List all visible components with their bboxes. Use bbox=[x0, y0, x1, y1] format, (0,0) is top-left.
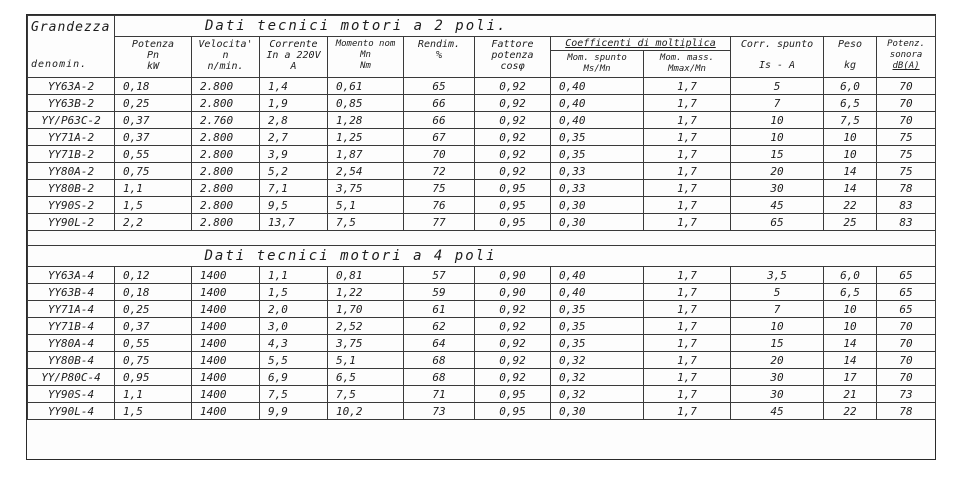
momento-header: Momento nom Mn Nm bbox=[328, 37, 404, 78]
peso-cell: 21 bbox=[824, 386, 877, 403]
potenz-sonora-cell: 78 bbox=[877, 403, 936, 420]
momento-cell: 1,70 bbox=[328, 301, 404, 318]
grandezza-cell: YY71B-4 bbox=[28, 318, 115, 335]
potenza-cell: 0,25 bbox=[115, 95, 192, 112]
mom-mass-cell: 1,7 bbox=[644, 301, 731, 318]
grandezza-cell: YY71A-2 bbox=[28, 129, 115, 146]
corr-spunto-header: Corr. spunto Is - A bbox=[731, 37, 824, 78]
grandezza-cell: YY80B-4 bbox=[28, 352, 115, 369]
rendim-cell: 75 bbox=[404, 180, 475, 197]
peso-cell: 22 bbox=[824, 403, 877, 420]
velocita-cell: 2.800 bbox=[192, 129, 260, 146]
title-2poli: Dati tecnici motori a 2 poli. bbox=[115, 16, 936, 37]
peso-header: Peso kg bbox=[824, 37, 877, 78]
corr-spunto-cell: 7 bbox=[731, 301, 824, 318]
momento-cell: 5,1 bbox=[328, 197, 404, 214]
mom-spunto-cell: 0,40 bbox=[551, 112, 644, 129]
rows-2poli bbox=[28, 78, 936, 231]
fattore-cell: 0,95 bbox=[475, 386, 551, 403]
corrente-cell: 9,9 bbox=[260, 403, 328, 420]
mom-mass-cell: 1,7 bbox=[644, 335, 731, 352]
rendim-cell: 73 bbox=[404, 403, 475, 420]
fattore-cell: 0,95 bbox=[475, 214, 551, 231]
mom-mass-cell: 1,7 bbox=[644, 78, 731, 95]
grandezza-cell: YY63A-2 bbox=[28, 78, 115, 95]
potenza-cell: 1,1 bbox=[115, 180, 192, 197]
potenz-sonora-cell: 75 bbox=[877, 146, 936, 163]
velocita-cell: 2.800 bbox=[192, 197, 260, 214]
mom-spunto-cell: 0,40 bbox=[551, 284, 644, 301]
peso-cell: 22 bbox=[824, 197, 877, 214]
mom-spunto-cell: 0,40 bbox=[551, 95, 644, 112]
fattore-cell: 0,92 bbox=[475, 95, 551, 112]
potenza-cell: 1,5 bbox=[115, 403, 192, 420]
table-row bbox=[28, 163, 936, 180]
velocita-cell: 1400 bbox=[192, 284, 260, 301]
corrente-cell: 5,5 bbox=[260, 352, 328, 369]
momento-cell: 3,75 bbox=[328, 335, 404, 352]
table-row bbox=[28, 214, 936, 231]
fattore-cell: 0,90 bbox=[475, 284, 551, 301]
grandezza-cell: YY90L-4 bbox=[28, 403, 115, 420]
peso-cell: 10 bbox=[824, 318, 877, 335]
potenz-sonora-cell: 65 bbox=[877, 267, 936, 284]
peso-cell: 6,5 bbox=[824, 284, 877, 301]
fattore-cell: 0,92 bbox=[475, 352, 551, 369]
potenza-cell: 1,1 bbox=[115, 386, 192, 403]
corrente-cell: 1,9 bbox=[260, 95, 328, 112]
mom-spunto-cell: 0,40 bbox=[551, 78, 644, 95]
mom-mass-cell: 1,7 bbox=[644, 369, 731, 386]
momento-cell: 0,85 bbox=[328, 95, 404, 112]
grandezza-cell: YY63A-4 bbox=[28, 267, 115, 284]
potenz-sonora-cell: 70 bbox=[877, 112, 936, 129]
potenza-header: Potenza Pn kW bbox=[115, 37, 192, 78]
motor-data-table bbox=[27, 15, 936, 420]
grandezza-cell: YY90S-4 bbox=[28, 386, 115, 403]
fattore-cell: 0,95 bbox=[475, 197, 551, 214]
rendim-cell: 64 bbox=[404, 335, 475, 352]
corr-spunto-cell: 7 bbox=[731, 95, 824, 112]
momento-cell: 1,87 bbox=[328, 146, 404, 163]
potenza-cell: 0,37 bbox=[115, 112, 192, 129]
momento-cell: 6,5 bbox=[328, 369, 404, 386]
corrente-cell: 9,5 bbox=[260, 197, 328, 214]
mom-spunto-cell: 0,35 bbox=[551, 301, 644, 318]
corrente-cell: 1,4 bbox=[260, 78, 328, 95]
mom-mass-cell: 1,7 bbox=[644, 146, 731, 163]
mom-spunto-cell: 0,32 bbox=[551, 386, 644, 403]
potenza-cell: 0,37 bbox=[115, 318, 192, 335]
momento-cell: 2,52 bbox=[328, 318, 404, 335]
mom-spunto-cell: 0,32 bbox=[551, 352, 644, 369]
table-row bbox=[28, 146, 936, 163]
momento-cell: 2,54 bbox=[328, 163, 404, 180]
table-row bbox=[28, 386, 936, 403]
momento-cell: 0,81 bbox=[328, 267, 404, 284]
potenza-cell: 0,95 bbox=[115, 369, 192, 386]
potenz-sonora-cell: 83 bbox=[877, 197, 936, 214]
velocita-cell: 2.800 bbox=[192, 163, 260, 180]
fattore-cell: 0,95 bbox=[475, 403, 551, 420]
mom-spunto-cell: 0,35 bbox=[551, 146, 644, 163]
corrente-cell: 6,9 bbox=[260, 369, 328, 386]
mom-spunto-cell: 0,30 bbox=[551, 214, 644, 231]
peso-cell: 10 bbox=[824, 301, 877, 318]
peso-cell: 10 bbox=[824, 129, 877, 146]
potenza-cell: 0,75 bbox=[115, 163, 192, 180]
corrente-cell: 1,5 bbox=[260, 284, 328, 301]
mom-spunto-cell: 0,33 bbox=[551, 163, 644, 180]
table-row bbox=[28, 284, 936, 301]
grandezza-cell: YY80B-2 bbox=[28, 180, 115, 197]
peso-cell: 10 bbox=[824, 146, 877, 163]
table-row bbox=[28, 112, 936, 129]
corrente-cell: 3,0 bbox=[260, 318, 328, 335]
table-row bbox=[28, 335, 936, 352]
velocita-cell: 1400 bbox=[192, 318, 260, 335]
velocita-cell: 1400 bbox=[192, 403, 260, 420]
mom-mass-cell: 1,7 bbox=[644, 386, 731, 403]
grandezza-cell: YY71B-2 bbox=[28, 146, 115, 163]
corrente-cell: 2,7 bbox=[260, 129, 328, 146]
mom-mass-cell: 1,7 bbox=[644, 95, 731, 112]
mom-mass-cell: 1,7 bbox=[644, 129, 731, 146]
potenz-sonora-cell: 65 bbox=[877, 284, 936, 301]
corrente-cell: 4,3 bbox=[260, 335, 328, 352]
peso-cell: 25 bbox=[824, 214, 877, 231]
potenza-cell: 1,5 bbox=[115, 197, 192, 214]
potenza-cell: 2,2 bbox=[115, 214, 192, 231]
table-row bbox=[28, 78, 936, 95]
denomin-label: denomin. bbox=[31, 59, 88, 70]
corr-spunto-cell: 45 bbox=[731, 197, 824, 214]
corr-spunto-cell: 30 bbox=[731, 180, 824, 197]
grandezza-cell: YY/P80C-4 bbox=[28, 369, 115, 386]
mom-spunto-cell: 0,40 bbox=[551, 267, 644, 284]
rendim-cell: 67 bbox=[404, 129, 475, 146]
velocita-cell: 2.800 bbox=[192, 95, 260, 112]
mom-mass-cell: 1,7 bbox=[644, 284, 731, 301]
mom-spunto-cell: 0,30 bbox=[551, 403, 644, 420]
table-row bbox=[28, 197, 936, 214]
velocita-cell: 2.800 bbox=[192, 78, 260, 95]
fattore-cell: 0,92 bbox=[475, 335, 551, 352]
corr-spunto-cell: 15 bbox=[731, 146, 824, 163]
potenza-cell: 0,18 bbox=[115, 78, 192, 95]
fattore-header: Fattore potenza cosφ bbox=[475, 37, 551, 78]
corrente-header: Corrente In a 220V A bbox=[260, 37, 328, 78]
momento-cell: 5,1 bbox=[328, 352, 404, 369]
grandezza-cell: YY80A-4 bbox=[28, 335, 115, 352]
velocita-cell: 1400 bbox=[192, 386, 260, 403]
potenz-sonora-cell: 65 bbox=[877, 301, 936, 318]
table-row bbox=[28, 129, 936, 146]
mom-mass-header: Mom. mass. Mmax/Mn bbox=[644, 51, 731, 78]
mom-mass-cell: 1,7 bbox=[644, 352, 731, 369]
peso-cell: 14 bbox=[824, 163, 877, 180]
mom-spunto-cell: 0,35 bbox=[551, 335, 644, 352]
peso-cell: 6,0 bbox=[824, 267, 877, 284]
corr-spunto-cell: 10 bbox=[731, 129, 824, 146]
potenz-sonora-header: Potenz. sonora dB(A) bbox=[877, 37, 936, 78]
table-row bbox=[28, 352, 936, 369]
corr-spunto-cell: 30 bbox=[731, 386, 824, 403]
velocita-cell: 2.760 bbox=[192, 112, 260, 129]
grandezza-cell: YY90L-2 bbox=[28, 214, 115, 231]
mom-mass-cell: 1,7 bbox=[644, 318, 731, 335]
potenz-sonora-cell: 70 bbox=[877, 95, 936, 112]
mom-mass-cell: 1,7 bbox=[644, 214, 731, 231]
rendim-cell: 57 bbox=[404, 267, 475, 284]
peso-cell: 6,0 bbox=[824, 78, 877, 95]
corr-spunto-cell: 65 bbox=[731, 214, 824, 231]
corrente-cell: 1,1 bbox=[260, 267, 328, 284]
rendim-cell: 61 bbox=[404, 301, 475, 318]
grandezza-cell: YY90S-2 bbox=[28, 197, 115, 214]
table-row bbox=[28, 318, 936, 335]
momento-cell: 7,5 bbox=[328, 214, 404, 231]
velocita-cell: 1400 bbox=[192, 267, 260, 284]
rendim-cell: 76 bbox=[404, 197, 475, 214]
mom-spunto-cell: 0,33 bbox=[551, 180, 644, 197]
peso-cell: 17 bbox=[824, 369, 877, 386]
fattore-cell: 0,92 bbox=[475, 146, 551, 163]
potenz-sonora-cell: 83 bbox=[877, 214, 936, 231]
corr-spunto-cell: 20 bbox=[731, 352, 824, 369]
peso-cell: 7,5 bbox=[824, 112, 877, 129]
velocita-header: Velocita' n n/min. bbox=[192, 37, 260, 78]
mom-mass-cell: 1,7 bbox=[644, 197, 731, 214]
corr-spunto-cell: 5 bbox=[731, 284, 824, 301]
grandezza-cell: YY63B-2 bbox=[28, 95, 115, 112]
fattore-cell: 0,90 bbox=[475, 267, 551, 284]
table-row bbox=[28, 403, 936, 420]
rendim-cell: 66 bbox=[404, 95, 475, 112]
fattore-cell: 0,92 bbox=[475, 369, 551, 386]
grandezza-cell: YY63B-4 bbox=[28, 284, 115, 301]
corrente-cell: 3,9 bbox=[260, 146, 328, 163]
momento-cell: 7,5 bbox=[328, 386, 404, 403]
corr-spunto-cell: 45 bbox=[731, 403, 824, 420]
rendim-cell: 71 bbox=[404, 386, 475, 403]
corrente-cell: 2,8 bbox=[260, 112, 328, 129]
mom-mass-cell: 1,7 bbox=[644, 163, 731, 180]
momento-cell: 3,75 bbox=[328, 180, 404, 197]
rendim-cell: 66 bbox=[404, 112, 475, 129]
table-row bbox=[28, 180, 936, 197]
potenz-sonora-cell: 75 bbox=[877, 163, 936, 180]
rendim-cell: 77 bbox=[404, 214, 475, 231]
potenza-cell: 0,37 bbox=[115, 129, 192, 146]
rows-4poli bbox=[28, 267, 936, 420]
corr-spunto-cell: 30 bbox=[731, 369, 824, 386]
rendim-header: Rendim. % bbox=[404, 37, 475, 78]
corrente-cell: 13,7 bbox=[260, 214, 328, 231]
mom-spunto-header: Mom. spunto Ms/Mn bbox=[551, 51, 644, 78]
rendim-cell: 70 bbox=[404, 146, 475, 163]
potenza-cell: 0,12 bbox=[115, 267, 192, 284]
corr-spunto-cell: 20 bbox=[731, 163, 824, 180]
mom-spunto-cell: 0,35 bbox=[551, 129, 644, 146]
table-row bbox=[28, 369, 936, 386]
momento-cell: 1,28 bbox=[328, 112, 404, 129]
grandezza-cell: YY71A-4 bbox=[28, 301, 115, 318]
momento-cell: 10,2 bbox=[328, 403, 404, 420]
potenz-sonora-cell: 73 bbox=[877, 386, 936, 403]
corrente-cell: 2,0 bbox=[260, 301, 328, 318]
mom-spunto-cell: 0,35 bbox=[551, 318, 644, 335]
rendim-cell: 68 bbox=[404, 352, 475, 369]
velocita-cell: 1400 bbox=[192, 369, 260, 386]
velocita-cell: 1400 bbox=[192, 352, 260, 369]
potenz-sonora-cell: 70 bbox=[877, 335, 936, 352]
rendim-cell: 72 bbox=[404, 163, 475, 180]
rendim-cell: 59 bbox=[404, 284, 475, 301]
mom-spunto-cell: 0,30 bbox=[551, 197, 644, 214]
potenza-cell: 0,55 bbox=[115, 335, 192, 352]
separator-row bbox=[28, 231, 936, 246]
peso-cell: 6,5 bbox=[824, 95, 877, 112]
mom-mass-cell: 1,7 bbox=[644, 403, 731, 420]
potenz-sonora-cell: 70 bbox=[877, 318, 936, 335]
rendim-cell: 68 bbox=[404, 369, 475, 386]
potenz-sonora-cell: 75 bbox=[877, 129, 936, 146]
rendim-cell: 62 bbox=[404, 318, 475, 335]
mom-spunto-cell: 0,32 bbox=[551, 369, 644, 386]
momento-cell: 1,22 bbox=[328, 284, 404, 301]
title-4poli: Dati tecnici motori a 4 poli bbox=[115, 246, 936, 267]
datasheet bbox=[26, 14, 936, 460]
velocita-cell: 2.800 bbox=[192, 214, 260, 231]
grandezza-cell: YY80A-2 bbox=[28, 163, 115, 180]
table-row bbox=[28, 267, 936, 284]
fattore-cell: 0,92 bbox=[475, 301, 551, 318]
potenza-cell: 0,75 bbox=[115, 352, 192, 369]
peso-cell: 14 bbox=[824, 352, 877, 369]
table-row bbox=[28, 95, 936, 112]
corr-spunto-cell: 3,5 bbox=[731, 267, 824, 284]
potenz-sonora-cell: 70 bbox=[877, 78, 936, 95]
grandezza-label: Grandezza bbox=[31, 20, 111, 35]
corr-spunto-cell: 15 bbox=[731, 335, 824, 352]
velocita-cell: 2.800 bbox=[192, 180, 260, 197]
fattore-cell: 0,92 bbox=[475, 112, 551, 129]
corrente-cell: 5,2 bbox=[260, 163, 328, 180]
fattore-cell: 0,92 bbox=[475, 78, 551, 95]
corr-spunto-cell: 10 bbox=[731, 112, 824, 129]
velocita-cell: 1400 bbox=[192, 335, 260, 352]
peso-cell: 14 bbox=[824, 180, 877, 197]
momento-cell: 0,61 bbox=[328, 78, 404, 95]
mom-mass-cell: 1,7 bbox=[644, 180, 731, 197]
potenza-cell: 0,55 bbox=[115, 146, 192, 163]
potenz-sonora-cell: 70 bbox=[877, 352, 936, 369]
fattore-cell: 0,95 bbox=[475, 180, 551, 197]
grandezza-header bbox=[28, 16, 115, 78]
potenz-sonora-cell: 78 bbox=[877, 180, 936, 197]
potenza-cell: 0,18 bbox=[115, 284, 192, 301]
momento-cell: 1,25 bbox=[328, 129, 404, 146]
rendim-cell: 65 bbox=[404, 78, 475, 95]
corrente-cell: 7,1 bbox=[260, 180, 328, 197]
peso-cell: 14 bbox=[824, 335, 877, 352]
mom-mass-cell: 1,7 bbox=[644, 112, 731, 129]
corrente-cell: 7,5 bbox=[260, 386, 328, 403]
coefficenti-header: Coefficenti di moltiplica bbox=[551, 37, 731, 51]
fattore-cell: 0,92 bbox=[475, 163, 551, 180]
grandezza-cell: YY/P63C-2 bbox=[28, 112, 115, 129]
corr-spunto-cell: 10 bbox=[731, 318, 824, 335]
velocita-cell: 2.800 bbox=[192, 146, 260, 163]
corr-spunto-cell: 5 bbox=[731, 78, 824, 95]
velocita-cell: 1400 bbox=[192, 301, 260, 318]
fattore-cell: 0,92 bbox=[475, 129, 551, 146]
fattore-cell: 0,92 bbox=[475, 318, 551, 335]
mom-mass-cell: 1,7 bbox=[644, 267, 731, 284]
potenz-sonora-cell: 70 bbox=[877, 369, 936, 386]
potenza-cell: 0,25 bbox=[115, 301, 192, 318]
table-row bbox=[28, 301, 936, 318]
